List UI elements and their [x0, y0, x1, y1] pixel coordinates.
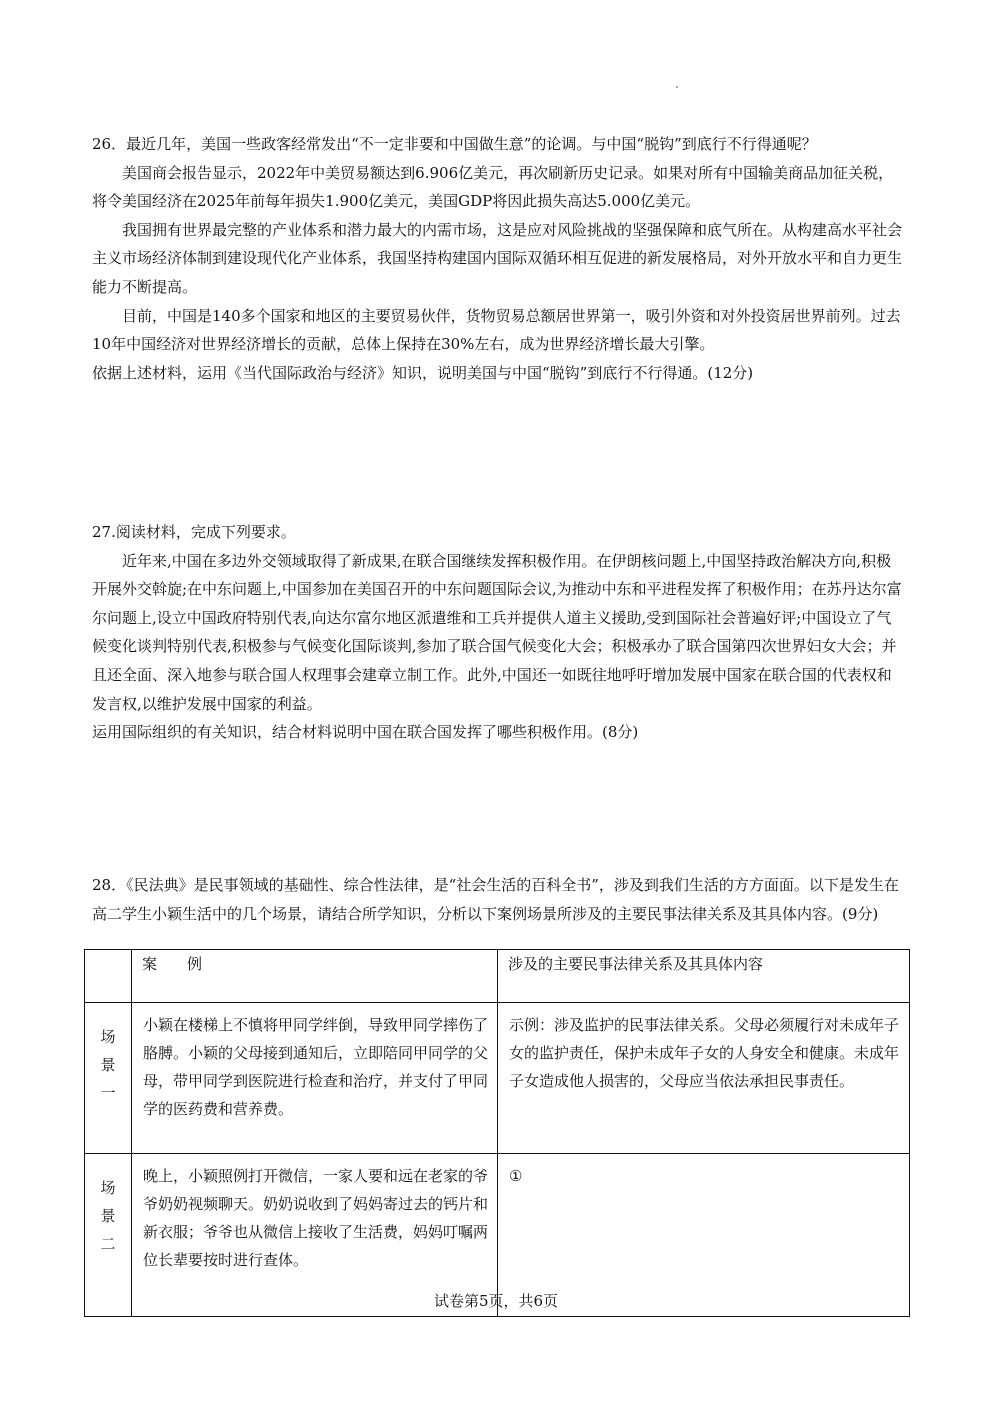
q28-intro: 28．《民法典》是民事领域的基础性、综合性法律，是“社会生活的百科全书”，涉及到我们生活的方方面面。以下是发生在高二学生小颖生活中的几个场景，请结合所学知识，分析以下案例场景所涉及的主要民事法律关系及其具体内容。(9分) — [92, 876, 899, 923]
table-row — [85, 1003, 910, 1154]
question-28 — [92, 871, 904, 928]
scene-label-char: 场 — [100, 1179, 116, 1197]
question-26 — [92, 130, 904, 387]
relation-text: 示例：涉及监护的民事法律关系。父母必须履行对未成年子女的监护责任，保护未成年子女的人身安全和健康。未成年子女造成他人损害的，父母应当依法承担民事责任。 — [498, 1003, 910, 1154]
q27-paragraph-1: 近年来,中国在多边外交领域取得了新成果,在联合国继续发挥积极作用。在伊朗核问题上,中国坚持政治解决方向,积极开展外交斡旋;在中东问题上,中国参加在美国召开的中东问题国际会议,为推动中东和平进程发挥了积极作用；在苏丹达尔富尔问题上,设立中国政府特别代表,向达尔富尔地区派遣维和工兵并提供人道主义援助,受到国际社会普遍好评;中国设立了气候变化谈判特别代表,积极参与气候变化国际谈判,参加了联合国气候变化大会；积极承办了联合国第四次世界妇女大会；并且还全面、深入地参与联合国人权理事会建章立制工作。此外,中国还一如既往地呼吁增加发展中国家在联合国的代表权和发言权,以维护发展中国家的利益。 — [92, 551, 902, 713]
scene-label-char: 景 — [100, 1207, 116, 1225]
header-case: 案 例 — [132, 950, 498, 1003]
case-table — [84, 949, 910, 1317]
header-empty-cell — [85, 950, 132, 1003]
case-text: 晚上，小颖照例打开微信，一家人要和远在老家的爷爷奶奶视频聊天。奶奶说收到了妈妈寄过去的钙片和新衣服；爷爷也从微信上接收了生活费，妈妈叮嘱两位长辈要按时进行查体。 — [132, 1154, 498, 1317]
question-27 — [92, 518, 904, 747]
q27-question: 运用国际组织的有关知识，结合材料说明中国在联合国发挥了哪些积极作用。(8分) — [92, 723, 639, 742]
scan-speck — [676, 86, 678, 88]
q27-title: 27.阅读材料，完成下列要求。 — [92, 523, 296, 541]
scene-label-char: 二 — [100, 1235, 116, 1253]
scene-label-char: 一 — [100, 1084, 116, 1102]
scene-label — [85, 1003, 132, 1154]
q26-paragraph-1: 美国商会报告显示，2022年中美贸易额达到6.906亿美元，再次刷新历史记录。如果对所有中国输美商品加征关税，将令美国经济在2025年前每年损失1.900亿美元，美国GDP将因此损失高达5.000亿美元。 — [92, 163, 894, 211]
scene-label-char: 场 — [100, 1028, 116, 1046]
q26-paragraph-3: 目前，中国是140多个国家和地区的主要贸易伙伴，货物贸易总额居世界第一，吸引外资和对外投资居世界前列。过去10年中国经济对世界经济增长的贡献，总体上保持在30%左右，成为世界经济增长最大引擎。 — [92, 306, 901, 354]
page-footer: 试卷第5页，共6页 — [433, 1292, 559, 1310]
relation-answer-field[interactable]: ① — [498, 1154, 910, 1317]
case-text: 小颖在楼梯上不慎将甲同学绊倒，导致甲同学摔伤了胳膊。小颖的父母接到通知后，立即陪同甲同学的父母，带甲同学到医院进行检查和治疗，并支付了甲同学的医药费和营养费。 — [132, 1003, 498, 1154]
case-table-header — [85, 950, 910, 1003]
scene-label-char: 景 — [100, 1056, 116, 1074]
header-relation: 涉及的主要民事法律关系及其具体内容 — [498, 950, 910, 1003]
q26-paragraph-2: 我国拥有世界最完整的产业体系和潜力最大的内需市场，这是应对风险挑战的坚强保障和底气所在。从构建高水平社会主义市场经济体制到建设现代化产业体系，我国坚持构建国内国际双循环相互促进的新发展格局，对外开放水平和自力更生能力不断提高。 — [92, 220, 903, 296]
q26-question: 依据上述材料，运用《当代国际政治与经济》知识，说明美国与中国“脱钩”到底行不行得通。(12分) — [92, 363, 754, 382]
q26-title: 26．最近几年，美国一些政客经常发出“不一定非要和中国做生意”的论调。与中国“脱钩”到底行不行得通呢？ — [92, 135, 817, 153]
